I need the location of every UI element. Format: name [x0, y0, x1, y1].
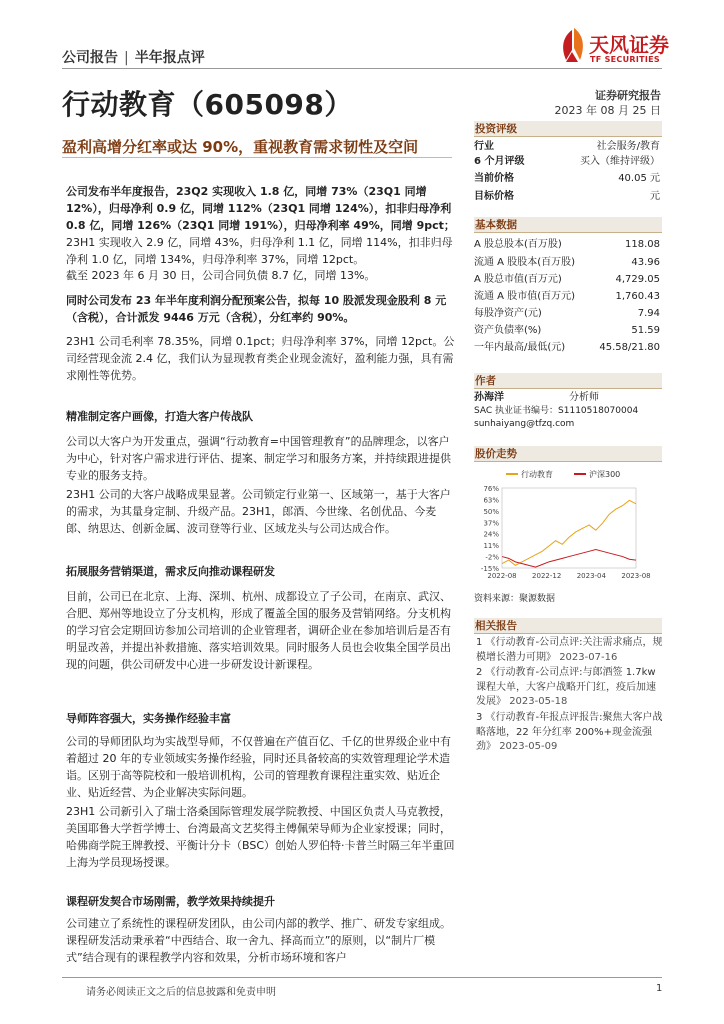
basic-value: 4,729.05	[615, 274, 660, 285]
y-tick-label: 11%	[483, 542, 499, 551]
related-report-item[interactable]	[476, 666, 664, 710]
dividend-paragraph: 同时公司发布 23 年半年度利润分配预案公告，拟每 10 股派发现金股利 8 元（含税），合计派发 9446 万元（含税），分红率约 90%。	[66, 294, 447, 324]
series-line-index	[502, 550, 636, 568]
margin-paragraph: 23H1 公司毛利率 78.35%，同增 0.1pct；归母净利率 37%，同增 12pct。公司经营现金流 2.4 亿，我们认为显现教育类企业现金流好，盈利能力强，具有需求刚性等优势。	[66, 335, 455, 382]
rating-value: 社会服务/教育	[596, 141, 660, 152]
y-tick-label: 24%	[483, 530, 499, 539]
analyst-email[interactable]: sunhaiyang@tfzq.com	[474, 419, 575, 429]
analyst-name: 孙海洋	[474, 392, 504, 403]
basic-key: 资产负债率(%)	[474, 325, 542, 336]
report-subtitle: 盈利高增分红率或达 90%，重视教育需求韧性及空间	[62, 138, 419, 156]
basic-data-header: 基本数据	[474, 217, 662, 233]
rating-key: 当前价格	[474, 173, 514, 184]
chart-plot-area	[502, 488, 636, 568]
summary-rest: 23H1 实现收入 2.9 亿，同增 43%，归母净利 1.1 亿，同增 114%，扣非归母净利 1.0 亿，同增 134%，归母净利率 37%，同增 12pct。	[66, 236, 453, 266]
section-heading-mentor: 导师阵容强大，实务操作经验丰富	[66, 712, 231, 725]
related-report-item[interactable]	[476, 636, 664, 665]
mentor-paragraph: 公司的导师团队均为实战型导师，不仅普遍在产值百亿、千亿的世界级企业中有着超过 20 年的专业领域实务操作经验，同时还具备较高的实效管理理论学术造诣。区别于高等院校和一般培训机构，公司的管理教育课程注重实效、贴近企业、贴近经营、为企业解决实际问题。	[66, 735, 451, 799]
analyst-cert: SAC 执业证书编号：S1110518070004	[474, 406, 639, 416]
section-heading-customer: 精准制定客户画像，打造大客户传战队	[66, 410, 253, 423]
legend-label: 沪深300	[589, 470, 621, 479]
category-label: 公司报告	[62, 50, 118, 66]
category-separator: |	[124, 50, 129, 66]
basic-value: 43.96	[631, 257, 660, 268]
new-mentor-paragraph: 23H1 公司新引入了瑞士洛桑国际管理发展学院教授、中国区负责人马克教授，美国耶鲁大学哲学博士、台湾最高文艺奖得主傅佩荣导师为企业家授课；同时，哈佛商学院王牌教授、平衡计分卡（BSC）创始人罗伯特·卡普兰时隔三年半重回上海为学员现场授课。	[66, 805, 455, 869]
related-report-date: 2023-05-09	[499, 741, 558, 752]
summary-bold: 公司发布半年度报告，23Q2 实现收入 1.8 亿，同增 73%（23Q1 同增 12%），归母净利 0.9 亿，同增 112%（23Q1 同增 124%），扣非归母净利 0.8 亿，同增 126%（23Q1 同增 191%），归母净利率 49%，同增 9pct；	[66, 185, 455, 232]
channel-paragraph: 目前，公司已在北京、上海、深圳、杭州、成都设立了子公司，在南京、武汉、合肥、郑州等地设立了分支机构，形成了覆盖全国的服务及营销网络。分支机构的学习官会定期回访参加公司培训的企业管理者，调研企业在参加培训后是否有明显改善，并提出补救措施、落实培训效果。同时服务人员也会收集全国学员出现的问题，供公司研发中心进一步研发设计新课程。	[66, 590, 451, 671]
rating-key: 行业	[474, 141, 494, 152]
basic-key: A 股总股本(百万股)	[474, 239, 562, 250]
chart-header: 股价走势	[474, 446, 662, 462]
x-tick-label: 2023-04	[576, 572, 606, 580]
related-reports-header: 相关报告	[474, 618, 662, 634]
rating-header: 投资评级	[474, 121, 662, 137]
y-tick-label: 37%	[483, 519, 499, 528]
brand-name: 天风证券	[589, 33, 669, 57]
brand-logo-icon	[556, 26, 588, 66]
rating-key: 目标价格	[474, 191, 514, 202]
section-heading-channel: 拓展服务营销渠道，需求反向推动课程研发	[66, 565, 275, 578]
basic-key: 流通 A 股市值(百万元)	[474, 291, 576, 302]
basic-value: 45.58/21.80	[599, 342, 660, 353]
basic-key: 流通 A 股股本(百万股)	[474, 257, 576, 268]
footer-disclaimer: 请务必阅读正文之后的信息披露和免责申明	[86, 987, 276, 998]
y-tick-label: -15%	[480, 565, 499, 573]
chart-source: 资料来源：聚源数据	[474, 594, 556, 604]
rating-value: 40.05 元	[618, 173, 660, 184]
footer-divider	[62, 977, 662, 978]
summary-paragraph	[66, 183, 458, 268]
rating-value: 元	[650, 191, 660, 202]
report-category	[62, 47, 205, 67]
brand-name-en: TF SECURITIES	[590, 55, 660, 64]
related-report-title: 1 《行动教育-公司点评:关注需求痛点，规模增长潜力可期》	[476, 637, 663, 663]
related-report-date: 2023-05-18	[509, 696, 568, 707]
report-date: 2023 年 08 月 25 日	[554, 104, 661, 117]
basic-value: 118.08	[625, 239, 660, 250]
key-account-paragraph: 23H1 公司的大客户战略成果显著。公司锁定行业第一、区域第一，基于大客户的需求，为其量身定制、升级产品。23H1，郎酒、今世缘、名创优品、今麦郎、纳思达、创新金属、波司登等行业、区域龙头与公司达成合作。	[66, 488, 451, 535]
section-heading-curriculum: 课程研发契合市场刚需，教学效果持续提升	[66, 895, 275, 908]
header-divider	[62, 68, 662, 69]
basic-key: 一年内最高/最低(元)	[474, 342, 566, 353]
rating-key: 6 个月评级	[474, 156, 525, 167]
author-header: 作者	[474, 373, 662, 389]
related-report-date: 2023-07-16	[559, 651, 618, 663]
report-type: 证券研究报告	[595, 89, 661, 102]
x-tick-label: 2022-08	[487, 572, 517, 580]
x-tick-label: 2022-12	[532, 572, 562, 580]
y-tick-label: -2%	[485, 553, 499, 562]
basic-key: A 股总市值(百万元)	[474, 274, 562, 285]
related-report-item[interactable]	[476, 711, 664, 755]
series-line-stock	[502, 500, 636, 565]
contract-liability-paragraph: 截至 2023 年 6 月 30 日，公司合同负债 8.7 亿，同增 13%。	[66, 269, 376, 282]
page-number: 1	[656, 983, 663, 994]
y-tick-label: 63%	[483, 496, 499, 505]
y-tick-label: 76%	[483, 485, 499, 493]
x-tick-label: 2023-08	[621, 572, 651, 580]
analyst-title: 分析师	[569, 392, 599, 403]
basic-value: 1,760.43	[615, 291, 660, 302]
subcategory-label: 半年报点评	[134, 50, 205, 66]
legend-label: 行动教育	[521, 470, 553, 479]
basic-value: 7.94	[637, 308, 660, 319]
page-title: 行动教育（605098）	[62, 88, 353, 121]
stock-price-chart	[474, 464, 664, 589]
related-report-title: 2 《行动教育-公司点评:与郎酒签 1.7kw 课程大单，大客户战略开门红，疫后加速发展》	[476, 667, 656, 707]
customer-paragraph: 公司以大客户为开发重点，强调“行动教育=中国管理教育”的品牌理念，以客户为中心，针对客户需求进行评估、提案、制定学习和服务方案，并持续跟进提供专业的服务支持。	[66, 435, 451, 482]
subtitle-divider	[62, 157, 452, 158]
y-tick-label: 50%	[483, 507, 499, 516]
basic-value: 51.59	[631, 325, 660, 336]
rating-value: 买入（维持评级）	[580, 156, 660, 167]
curriculum-paragraph: 公司建立了系统性的课程研发团队，由公司内部的教学、推广、研发专家组成。课程研发活动秉承着“中西结合、取一舍九、择高而立”的原则，以“制片厂模式”结合现有的课程教学内容和效果，分析市场环境和客户	[66, 917, 451, 964]
basic-key: 每股净资产(元)	[474, 308, 542, 319]
related-report-title: 3 《行动教育-年报点评报告:聚焦大客户战略落地，22 年分红率 200%+现金流强劲》	[476, 712, 663, 752]
